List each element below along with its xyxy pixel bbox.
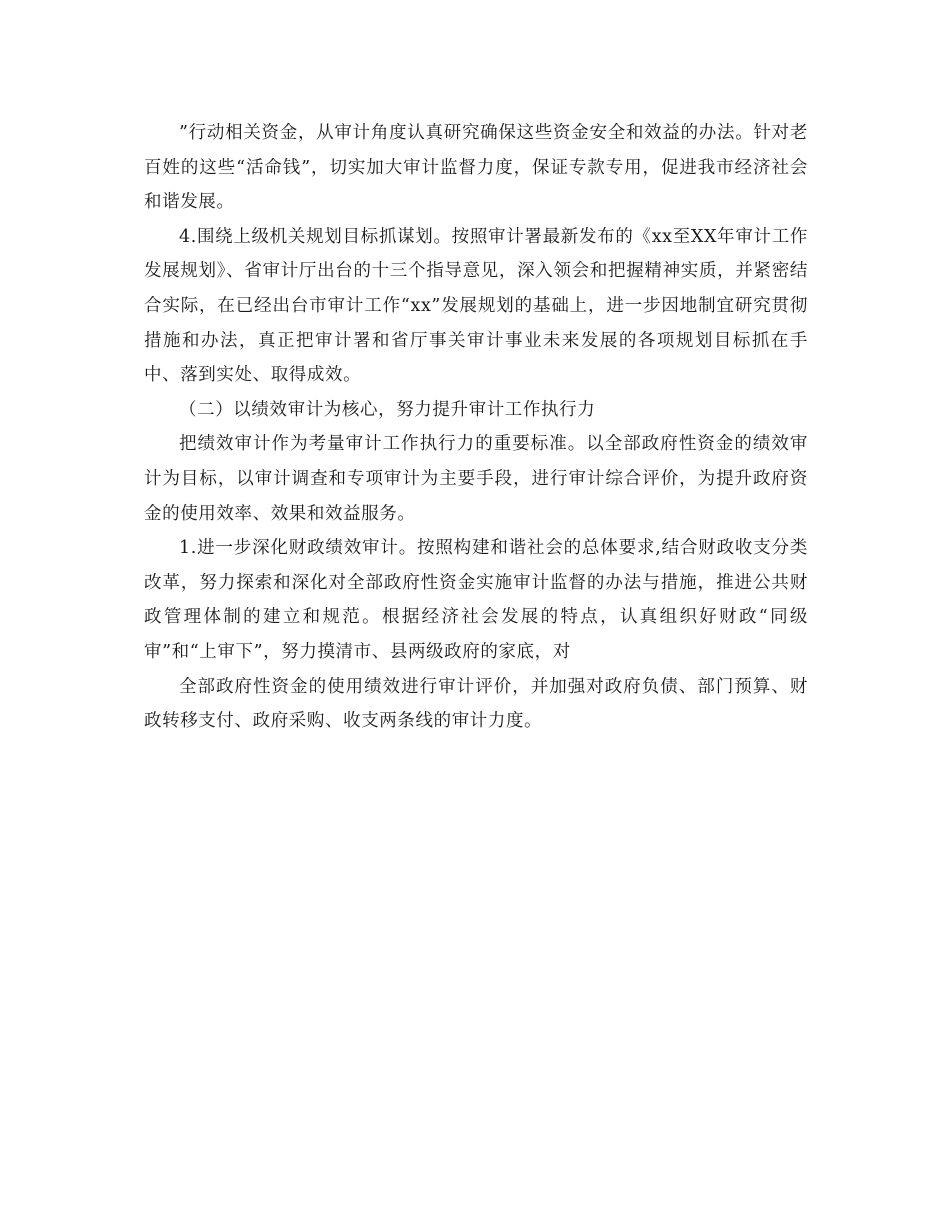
- paragraph-audit-funds: ”行动相关资金，从审计角度认真研究确保这些资金安全和效益的办法。针对老百姓的这些“活命钱”，切实加大审计监督力度，保证专款专用，促进我市经济社会和谐发展。: [144, 123, 808, 213]
- paragraph-fiscal-performance-audit: 1.进一步深化财政绩效审计。按照构建和谐社会的总体要求,结合财政收支分类改革，努力探索和深化对全部政府性资金实施审计监督的办法与措施，推进公共财政管理体制的建立和规范。根据经济社会发展的特点，认真组织好财政“同级审”和“上审下”，努力摸清市、县两级政府的家底，对: [144, 538, 808, 662]
- paragraph-planning-goals: 4.围绕上级机关规划目标抓谋划。按照审计署最新发布的《xx至XX年审计工作发展规划》、省审计厅出台的十三个指导意见，深入领会和把握精神实质，并紧密结合实际，在已经出台市审计工作“xx”发展规划的基础上，进一步因地制宜研究贯彻措施和办法，真正把审计署和省厅事关审计事业未来发展的各项规划目标抓在手中、落到实处、取得成效。: [144, 226, 808, 386]
- section-heading-performance-audit: （二）以绩效审计为核心，努力提升审计工作执行力: [179, 399, 596, 420]
- paragraph-performance-standard: 把绩效审计作为考量审计工作执行力的重要标准。以全部政府性资金的绩效审计为目标，以审计调查和专项审计为主要手段，进行审计综合评价，为提升政府资金的使用效率、效果和效益服务。: [144, 434, 808, 524]
- document-body: [144, 116, 808, 739]
- paragraph-fund-evaluation: 全部政府性资金的使用绩效进行审计评价，并加强对政府负债、部门预算、财政转移支付、政府采购、收支两条线的审计力度。: [144, 676, 808, 732]
